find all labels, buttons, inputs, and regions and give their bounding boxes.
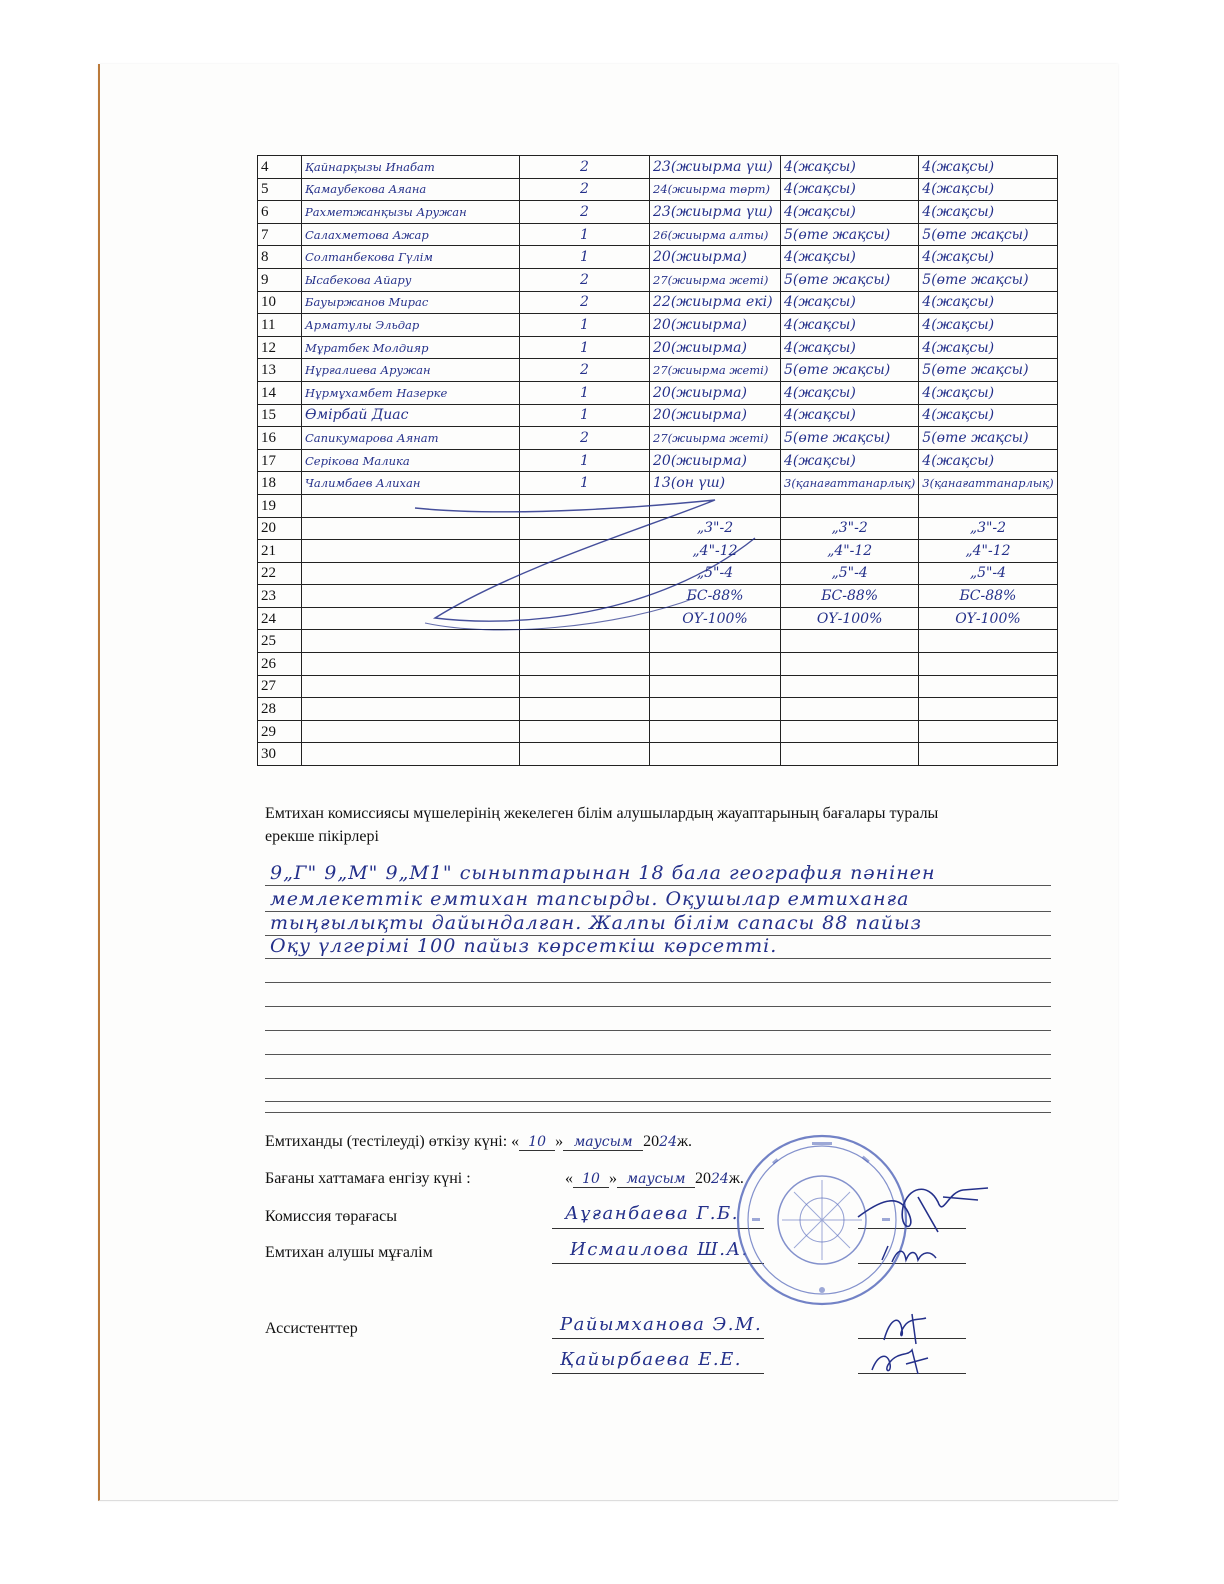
table-row xyxy=(258,381,1058,404)
group-variant: 2 xyxy=(520,156,650,179)
student-name: Қамаубекова Аяана xyxy=(302,178,520,201)
group-variant: 2 xyxy=(520,201,650,224)
table-row xyxy=(258,178,1058,201)
grade-cell-1: ОҮ-100% xyxy=(781,607,919,630)
table-row xyxy=(258,223,1058,246)
row-number: 12 xyxy=(258,336,302,359)
student-name: Өмірбай Диас xyxy=(302,404,520,427)
table-row xyxy=(258,268,1058,291)
group-variant: 1 xyxy=(520,314,650,337)
grade-cell-1: 4(жақсы) xyxy=(781,381,919,404)
grade-cell-2: 5(өте жақсы) xyxy=(919,223,1057,246)
row-number: 18 xyxy=(258,472,302,495)
entry-date-label: Бағаны хаттамаға енгізу күні : xyxy=(265,1170,471,1187)
grade-cell-2 xyxy=(919,675,1057,698)
row-number: 16 xyxy=(258,427,302,450)
opinion-rule xyxy=(265,1006,1051,1007)
assistant1-name: Райымханова Э.М. xyxy=(560,1314,763,1335)
grade-cell-2: 4(жақсы) xyxy=(919,156,1057,179)
grade-cell-2: „3"-2 xyxy=(919,517,1057,540)
teacher-signature-icon xyxy=(878,1238,958,1273)
group-variant: 1 xyxy=(520,246,650,269)
grade-cell-1: „4"-12 xyxy=(781,540,919,563)
assistants-label: Ассистенттер xyxy=(265,1320,358,1337)
row-number: 27 xyxy=(258,675,302,698)
opinion-line-4: Оқу үлгерімі 100 пайыз көрсеткіш көрсетті. xyxy=(270,935,778,957)
exam-date-row: Емтиханды (тестілеуді) өткізу күні: « 10 » маусым 2024ж. xyxy=(265,1133,693,1150)
opinion-heading-line2: ерекше пікірлері xyxy=(265,828,379,845)
row-number: 4 xyxy=(258,156,302,179)
row-number: 17 xyxy=(258,449,302,472)
student-name xyxy=(302,720,520,743)
score-cell: 24(жиырма төрт) xyxy=(650,178,781,201)
opinion-rule xyxy=(265,1030,1051,1031)
student-name xyxy=(302,675,520,698)
grade-cell-1: 4(жақсы) xyxy=(781,291,919,314)
opinion-rule xyxy=(265,885,1051,886)
row-number: 19 xyxy=(258,494,302,517)
score-cell: 23(жиырма үш) xyxy=(650,201,781,224)
score-cell: „4"-12 xyxy=(650,540,781,563)
grade-cell-2 xyxy=(919,698,1057,721)
score-cell xyxy=(650,743,781,766)
assistant2-name-line xyxy=(552,1373,764,1374)
score-cell: 13(он үш) xyxy=(650,472,781,495)
grade-cell-1 xyxy=(781,675,919,698)
group-variant: 1 xyxy=(520,381,650,404)
group-variant xyxy=(520,653,650,676)
row-number: 26 xyxy=(258,653,302,676)
opinion-rule xyxy=(265,982,1051,983)
grade-cell-1: 5(өте жақсы) xyxy=(781,268,919,291)
grade-cell-2: 4(жақсы) xyxy=(919,404,1057,427)
row-number: 20 xyxy=(258,517,302,540)
table-row xyxy=(258,314,1058,337)
grade-cell-1 xyxy=(781,653,919,676)
table-row xyxy=(258,449,1058,472)
exam-year-suffix: 24 xyxy=(659,1134,677,1150)
grade-cell-2: „4"-12 xyxy=(919,540,1057,563)
group-variant: 1 xyxy=(520,336,650,359)
student-name: Чалимбаев Алихан xyxy=(302,472,520,495)
grade-cell-2: 5(өте жақсы) xyxy=(919,427,1057,450)
student-name: Нұрмұхамбет Назерке xyxy=(302,381,520,404)
grade-cell-2 xyxy=(919,720,1057,743)
group-variant: 2 xyxy=(520,427,650,450)
entry-date-open: « xyxy=(565,1170,573,1187)
score-cell: „5"-4 xyxy=(650,562,781,585)
opinion-rule xyxy=(265,958,1051,959)
score-cell: БС-88% xyxy=(650,585,781,608)
row-number: 23 xyxy=(258,585,302,608)
opinion-line-3: тыңғылықты дайындалған. Жалпы білім сапасы 88 пайыз xyxy=(270,912,922,934)
results-table-body xyxy=(258,156,1058,766)
group-variant: 2 xyxy=(520,178,650,201)
student-name xyxy=(302,743,520,766)
group-variant xyxy=(520,675,650,698)
grade-cell-2: 5(өте жақсы) xyxy=(919,359,1057,382)
row-number: 13 xyxy=(258,359,302,382)
score-cell: 20(жиырма) xyxy=(650,449,781,472)
grade-cell-2 xyxy=(919,653,1057,676)
table-row xyxy=(258,743,1058,766)
opinion-rule xyxy=(265,1101,1051,1102)
row-number: 29 xyxy=(258,720,302,743)
chair-label: Комиссия төрағасы xyxy=(265,1208,397,1225)
row-number: 8 xyxy=(258,246,302,269)
grade-cell-1 xyxy=(781,630,919,653)
score-cell: ОҮ-100% xyxy=(650,607,781,630)
student-name: Сапикумарова Аянат xyxy=(302,427,520,450)
grade-cell-1: 4(жақсы) xyxy=(781,201,919,224)
student-name: Арматулы Эльдар xyxy=(302,314,520,337)
exam-day: 10 xyxy=(519,1134,555,1151)
student-name: Қайнарқызы Инабат xyxy=(302,156,520,179)
score-cell: „3"-2 xyxy=(650,517,781,540)
grade-cell-1: 4(жақсы) xyxy=(781,314,919,337)
grade-cell-1: 3(қанағаттанарлық) xyxy=(781,472,919,495)
score-cell xyxy=(650,698,781,721)
group-variant: 2 xyxy=(520,291,650,314)
student-name: Салахметова Ажар xyxy=(302,223,520,246)
grade-cell-2: 4(жақсы) xyxy=(919,178,1057,201)
row-number: 11 xyxy=(258,314,302,337)
teacher-name: Исмаилова Ш.А. xyxy=(570,1239,749,1260)
score-cell: 27(жиырма жеті) xyxy=(650,268,781,291)
row-number: 24 xyxy=(258,607,302,630)
grade-cell-2: 4(жақсы) xyxy=(919,246,1057,269)
grade-cell-1: 5(өте жақсы) xyxy=(781,359,919,382)
entry-year-prefix: 20 xyxy=(695,1170,711,1187)
grade-cell-2: „5"-4 xyxy=(919,562,1057,585)
assistant1-signature-icon xyxy=(876,1310,936,1346)
group-variant: 2 xyxy=(520,359,650,382)
grade-cell-2: 4(жақсы) xyxy=(919,449,1057,472)
student-name: Бауыржанов Мирас xyxy=(302,291,520,314)
score-cell: 27(жиырма жеті) xyxy=(650,427,781,450)
opinion-rule xyxy=(265,1112,1051,1113)
exam-year-prefix: 20 xyxy=(643,1133,660,1150)
score-cell: 20(жиырма) xyxy=(650,314,781,337)
grade-cell-1 xyxy=(781,720,919,743)
student-name: Нұрғалиева Аружан xyxy=(302,359,520,382)
grade-cell-1: 4(жақсы) xyxy=(781,156,919,179)
exam-month: маусым xyxy=(563,1134,643,1151)
grade-cell-1: 5(өте жақсы) xyxy=(781,223,919,246)
grade-cell-2 xyxy=(919,743,1057,766)
opinion-line-2: мемлекеттік емтихан тапсырды. Оқушылар емтиханға xyxy=(270,888,910,910)
score-cell: 20(жиырма) xyxy=(650,336,781,359)
score-cell xyxy=(650,720,781,743)
group-variant: 2 xyxy=(520,268,650,291)
score-cell: 27(жиырма жеті) xyxy=(650,359,781,382)
table-row xyxy=(258,404,1058,427)
table-row xyxy=(258,336,1058,359)
score-cell: 20(жиырма) xyxy=(650,381,781,404)
row-number: 28 xyxy=(258,698,302,721)
score-cell xyxy=(650,675,781,698)
table-row xyxy=(258,675,1058,698)
group-variant xyxy=(520,698,650,721)
grade-cell-2: 4(жақсы) xyxy=(919,336,1057,359)
table-row xyxy=(258,201,1058,224)
entry-month: маусым xyxy=(617,1171,695,1188)
grade-cell-1: „5"-4 xyxy=(781,562,919,585)
grade-cell-1: 4(жақсы) xyxy=(781,246,919,269)
grade-cell-2: БС-88% xyxy=(919,585,1057,608)
group-variant: 1 xyxy=(520,449,650,472)
results-table xyxy=(257,155,1058,766)
table-row xyxy=(258,720,1058,743)
group-variant: 1 xyxy=(520,472,650,495)
group-variant: 1 xyxy=(520,404,650,427)
opinion-heading-line1: Емтихан комиссиясы мүшелерінің жекелеген білім алушылардың жауаптарының бағалары туралы xyxy=(265,805,939,822)
exam-date-suffix: ж. xyxy=(677,1133,693,1150)
grade-cell-1: 4(жақсы) xyxy=(781,336,919,359)
grade-cell-2: 3(қанағаттанарлық) xyxy=(919,472,1057,495)
group-variant: 1 xyxy=(520,223,650,246)
row-number: 5 xyxy=(258,178,302,201)
score-cell: 23(жиырма үш) xyxy=(650,156,781,179)
row-number: 9 xyxy=(258,268,302,291)
entry-day: 10 xyxy=(573,1171,609,1188)
grade-cell-2: ОҮ-100% xyxy=(919,607,1057,630)
pen-scribble xyxy=(395,478,795,648)
grade-cell-1 xyxy=(781,494,919,517)
teacher-label: Емтихан алушы мұғалім xyxy=(265,1244,433,1261)
table-row xyxy=(258,246,1058,269)
row-number: 6 xyxy=(258,201,302,224)
grade-cell-1 xyxy=(781,698,919,721)
grade-cell-1: „3"-2 xyxy=(781,517,919,540)
student-name: Рахметжанқызы Аружан xyxy=(302,201,520,224)
score-cell xyxy=(650,653,781,676)
grade-cell-2 xyxy=(919,494,1057,517)
assistant2-name: Қайырбаева Е.Е. xyxy=(560,1349,742,1370)
row-number: 22 xyxy=(258,562,302,585)
score-cell: 20(жиырма) xyxy=(650,404,781,427)
student-name: Ысабекова Айару xyxy=(302,268,520,291)
assistant1-name-line xyxy=(552,1338,764,1339)
row-number: 7 xyxy=(258,223,302,246)
grade-cell-1 xyxy=(781,743,919,766)
grade-cell-2: 4(жақсы) xyxy=(919,381,1057,404)
grade-cell-1: 4(жақсы) xyxy=(781,404,919,427)
grade-cell-2: 4(жақсы) xyxy=(919,201,1057,224)
grade-cell-2: 4(жақсы) xyxy=(919,314,1057,337)
opinion-line-1: 9„Г" 9„М" 9„М1" сыныптарынан 18 бала география пәнінен xyxy=(270,862,936,884)
score-cell: 22(жиырма екі) xyxy=(650,291,781,314)
table-row xyxy=(258,359,1058,382)
group-variant xyxy=(520,720,650,743)
grade-cell-1: БС-88% xyxy=(781,585,919,608)
grade-cell-2: 5(өте жақсы) xyxy=(919,268,1057,291)
table-row xyxy=(258,427,1058,450)
grade-cell-2 xyxy=(919,630,1057,653)
grade-cell-1: 4(жақсы) xyxy=(781,178,919,201)
row-number: 14 xyxy=(258,381,302,404)
entry-date-row: « 10 » маусым 2024ж. xyxy=(565,1170,744,1187)
row-number: 21 xyxy=(258,540,302,563)
row-number: 10 xyxy=(258,291,302,314)
table-row xyxy=(258,156,1058,179)
row-number: 25 xyxy=(258,630,302,653)
grade-cell-1: 4(жақсы) xyxy=(781,449,919,472)
student-name: Серікова Малика xyxy=(302,449,520,472)
table-row xyxy=(258,698,1058,721)
assistant2-signature-icon xyxy=(866,1344,936,1380)
student-name: Солтанбекова Гүлім xyxy=(302,246,520,269)
score-cell: 26(жиырма алты) xyxy=(650,223,781,246)
student-name xyxy=(302,653,520,676)
row-number: 15 xyxy=(258,404,302,427)
opinion-rule xyxy=(265,1054,1051,1055)
chair-signature-icon xyxy=(848,1172,998,1242)
student-name xyxy=(302,698,520,721)
entry-date-suffix: ж. xyxy=(728,1170,744,1187)
chair-name: Аұғанбаева Г.Б. xyxy=(565,1203,739,1224)
score-cell: 20(жиырма) xyxy=(650,246,781,269)
opinion-rule xyxy=(265,1078,1051,1079)
row-number: 30 xyxy=(258,743,302,766)
group-variant xyxy=(520,743,650,766)
grade-cell-1: 5(өте жақсы) xyxy=(781,427,919,450)
exam-date-label: Емтиханды (тестілеуді) өткізу күні: « xyxy=(265,1133,520,1150)
table-row xyxy=(258,291,1058,314)
table-row xyxy=(258,653,1058,676)
student-name: Мұратбек Молдияр xyxy=(302,336,520,359)
grade-cell-2: 4(жақсы) xyxy=(919,291,1057,314)
entry-year-suffix: 24 xyxy=(711,1171,729,1187)
